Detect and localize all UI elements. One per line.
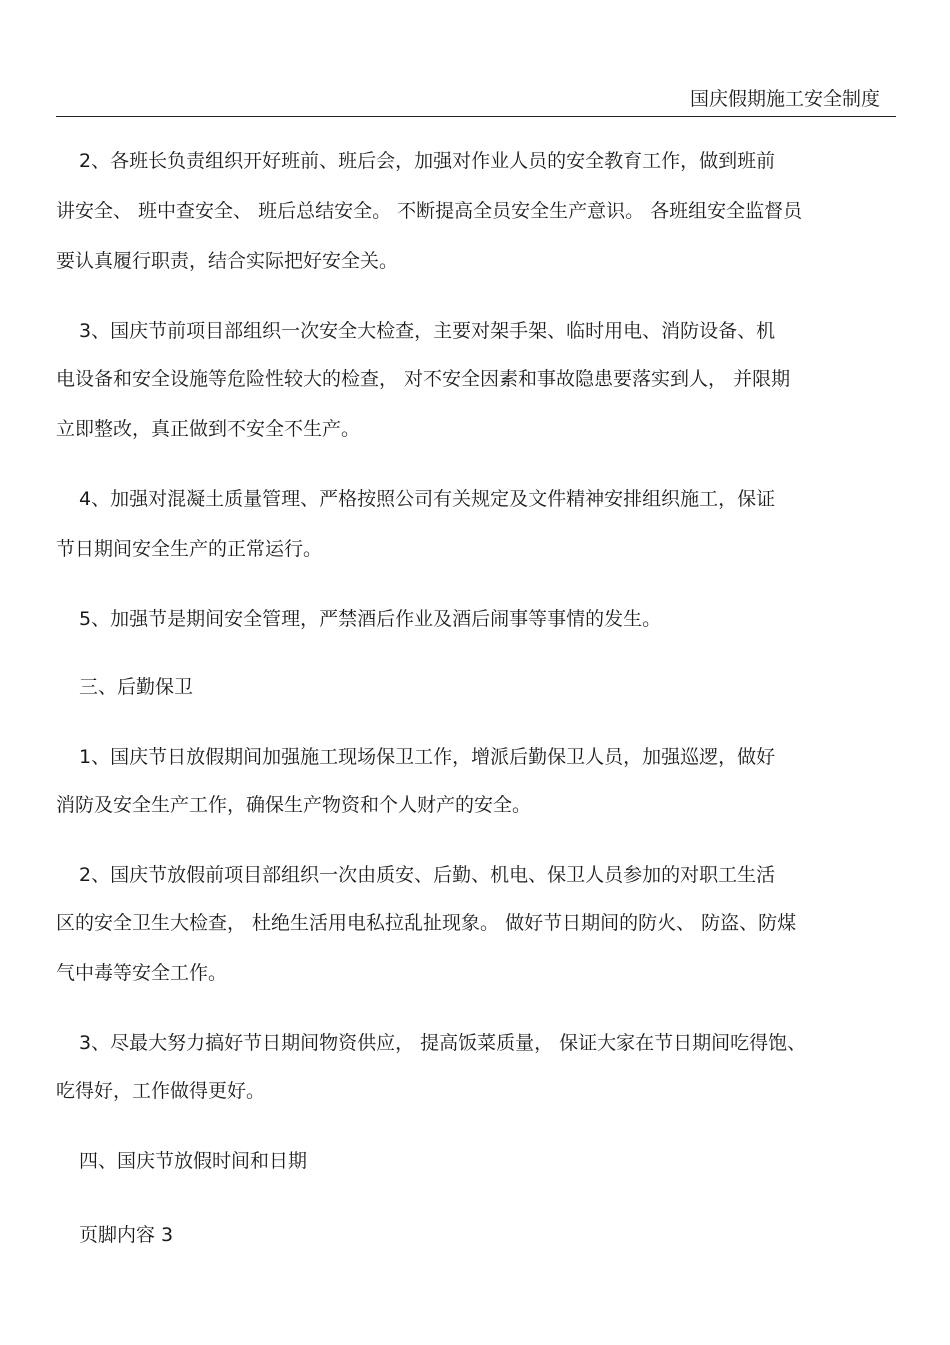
text-line: 消防及安全生产工作，确保生产物资和个人财产的安全。 bbox=[56, 794, 532, 816]
text-line: 3、尽最大努力搞好节日期间物资供应， 提高饭菜质量， 保证大家在节日期间吃得饱、 bbox=[79, 1032, 807, 1054]
header-title: 国庆假期施工安全制度 bbox=[689, 88, 880, 110]
header-divider bbox=[56, 116, 896, 117]
text-line: 节日期间安全生产的正常运行。 bbox=[56, 538, 323, 560]
text-line: 区的安全卫生大检查， 杜绝生活用电私拉乱扯现象。 做好节日期间的防火、 防盗、防煤 bbox=[56, 912, 797, 934]
text-line: 4、加强对混凝土质量管理、严格按照公司有关规定及文件精神安排组织施工，保证 bbox=[79, 488, 776, 510]
text-line: 3、国庆节前项目部组织一次安全大检查，主要对架手架、临时用电、消防设备、机 bbox=[79, 320, 776, 342]
footer-text: 页脚内容 3 bbox=[79, 1224, 174, 1246]
section-heading: 三、后勤保卫 bbox=[79, 676, 194, 698]
text-line: 2、国庆节放假前项目部组织一次由质安、后勤、机电、保卫人员参加的对职工生活 bbox=[79, 864, 776, 886]
text-line: 气中毒等安全工作。 bbox=[56, 962, 228, 984]
text-line: 2、各班长负责组织开好班前、班后会，加强对作业人员的安全教育工作，做到班前 bbox=[79, 150, 776, 172]
text-line: 要认真履行职责，结合实际把好安全关。 bbox=[56, 250, 399, 272]
text-line: 5、加强节是期间安全管理，严禁酒后作业及酒后闹事等事情的发生。 bbox=[79, 608, 662, 630]
section-heading: 四、国庆节放假时间和日期 bbox=[79, 1150, 308, 1172]
text-line: 1、国庆节日放假期间加强施工现场保卫工作，增派后勤保卫人员，加强巡逻，做好 bbox=[79, 746, 776, 768]
text-line: 立即整改，真正做到不安全不生产。 bbox=[56, 418, 361, 440]
text-line: 讲安全、 班中查安全、 班后总结安全。 不断提高全员安全生产意识。 各班组安全监督员 bbox=[56, 200, 803, 222]
text-line: 电设备和安全设施等危险性较大的检查， 对不安全因素和事故隐患要落实到人， 并限期 bbox=[56, 368, 791, 390]
text-line: 吃得好，工作做得更好。 bbox=[56, 1080, 266, 1102]
